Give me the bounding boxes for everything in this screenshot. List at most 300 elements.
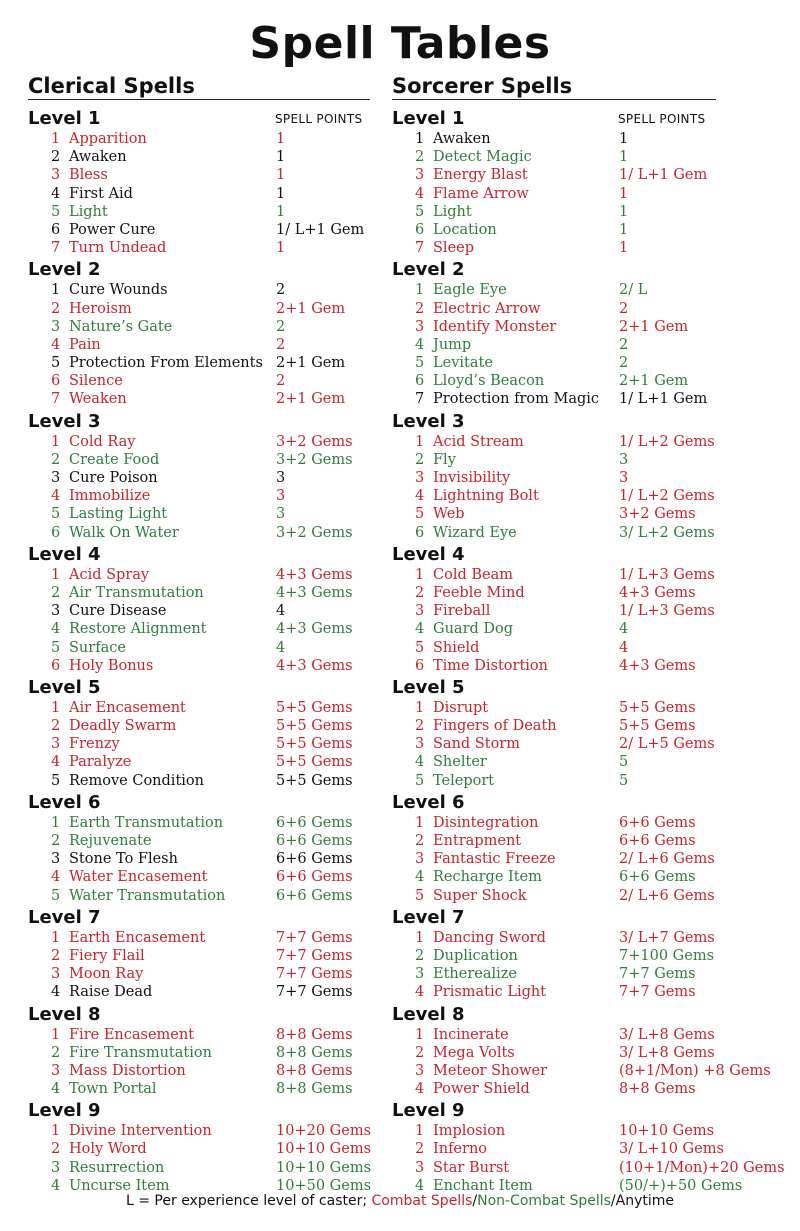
spell-number: 7 <box>51 240 61 257</box>
spell-number: 2 <box>415 833 425 849</box>
legend-combat: Combat Spells <box>371 1193 473 1209</box>
spell-number: 3 <box>51 851 61 868</box>
spell-number: 1 <box>51 929 61 946</box>
spell-row <box>392 166 778 184</box>
spell-row <box>28 281 370 299</box>
spell-name: Prismatic Light <box>433 984 547 1001</box>
spell-number: 4 <box>415 869 425 886</box>
spell-cost: 4+3 Gems <box>619 584 696 601</box>
spell-name: Jump <box>433 336 472 353</box>
spell-name: Light <box>433 203 472 220</box>
spell-name: Uncurse Item <box>69 1177 170 1194</box>
spell-name: Rejuvenate <box>69 833 152 849</box>
spell-cost: 2 <box>619 300 629 317</box>
spell-name: Bless <box>69 167 108 184</box>
spell-number: 4 <box>51 336 61 353</box>
spell-number: 1 <box>51 699 61 716</box>
spell-cost: 7+7 Gems <box>276 984 353 1001</box>
spell-cost: 1/ L+2 Gems <box>619 488 715 505</box>
spell-number: 2 <box>415 584 425 601</box>
spell-name: Eagle Eye <box>433 282 507 299</box>
level-title: Level 2 <box>392 259 465 281</box>
page-title: Spell Tables <box>249 18 551 69</box>
spell-name: Turn Undead <box>69 240 167 257</box>
spell-cost: 4+3 Gems <box>276 584 353 601</box>
spell-number: 7 <box>51 391 61 408</box>
spell-cost: 1 <box>276 131 286 147</box>
spell-row <box>28 657 370 675</box>
spell-row <box>28 372 370 390</box>
spell-number: 6 <box>51 657 61 674</box>
spell-number: 3 <box>51 318 61 335</box>
spell-cost: 8+8 Gems <box>276 1062 353 1079</box>
spell-cost: (10+1/Mon)+20 Gems <box>619 1159 785 1176</box>
spell-number: 4 <box>51 488 61 505</box>
spell-row <box>392 965 778 983</box>
spell-row <box>392 390 778 408</box>
spell-name: Raise Dead <box>69 984 153 1001</box>
spell-number: 4 <box>51 621 61 638</box>
spell-number: 5 <box>415 772 425 789</box>
spell-number: 4 <box>415 754 425 771</box>
spell-number: 2 <box>51 947 61 964</box>
spell-name: Awaken <box>69 149 127 166</box>
spell-number: 1 <box>51 282 61 299</box>
spell-row <box>392 1026 778 1044</box>
spell-name: Duplication <box>433 947 518 964</box>
spell-row <box>28 1080 370 1098</box>
spell-row <box>392 130 778 148</box>
spell-row <box>28 185 370 203</box>
spell-row <box>28 983 370 1001</box>
spell-row <box>28 947 370 965</box>
spell-number: 6 <box>415 373 425 390</box>
spell-number: 5 <box>51 203 61 220</box>
spell-name: Mass Distortion <box>69 1062 186 1079</box>
spell-row <box>28 524 370 542</box>
spell-number: 2 <box>51 833 61 849</box>
spell-row <box>28 850 370 868</box>
spell-name: Disintegration <box>433 814 539 831</box>
spell-row <box>28 451 370 469</box>
spell-cost: 6+6 Gems <box>276 887 353 904</box>
spell-row <box>28 336 370 354</box>
spell-name: Location <box>433 221 497 238</box>
spell-cost: 3 <box>276 470 286 486</box>
spell-name: Identify Monster <box>433 318 557 335</box>
spell-name: Recharge Item <box>433 869 542 886</box>
spell-number: 2 <box>415 300 425 317</box>
spell-row <box>392 1080 778 1098</box>
spell-name: Invisibility <box>433 470 511 486</box>
spell-cost: 5 <box>619 754 629 771</box>
spell-number: 1 <box>415 1026 425 1043</box>
spell-row <box>392 221 778 239</box>
spell-name: Star Burst <box>433 1159 510 1176</box>
spell-row <box>392 566 778 584</box>
spell-row <box>28 166 370 184</box>
spell-row <box>28 505 370 523</box>
spell-row <box>392 372 778 390</box>
spell-name: Detect Magic <box>433 149 532 166</box>
spell-name: Resurrection <box>69 1159 165 1176</box>
spell-row <box>392 185 778 203</box>
spell-row <box>28 753 370 771</box>
spell-name: Cure Disease <box>69 603 167 620</box>
spell-cost: 8+8 Gems <box>276 1081 353 1098</box>
spell-name: Etherealize <box>433 966 517 983</box>
spell-number: 3 <box>51 1062 61 1079</box>
clerical-column <box>28 74 370 1195</box>
spell-number: 6 <box>415 221 425 238</box>
spell-number: 4 <box>51 1177 61 1194</box>
spell-name: Nature’s Gate <box>69 318 173 335</box>
spell-name: Air Transmutation <box>69 584 204 601</box>
spell-cost: 7+7 Gems <box>276 947 353 964</box>
spell-cost: 10+10 Gems <box>276 1159 372 1176</box>
spell-number: 5 <box>51 506 61 523</box>
spell-number: 3 <box>51 603 61 620</box>
level-heading <box>28 677 370 699</box>
spell-row <box>392 1159 785 1177</box>
spell-number: 3 <box>51 470 61 486</box>
spell-number: 1 <box>415 699 425 716</box>
spell-cost: 1/ L+1 Gem <box>619 167 708 184</box>
spell-name: Cure Poison <box>69 470 158 486</box>
spell-number: 3 <box>415 470 425 486</box>
spell-cost: 1/ L+1 Gem <box>619 391 708 408</box>
spell-number: 2 <box>51 584 61 601</box>
spell-cost: 8+8 Gems <box>276 1044 353 1061</box>
spell-cost: 3/ L+10 Gems <box>619 1141 724 1158</box>
spell-cost: 4+3 Gems <box>276 566 353 583</box>
level-title: Level 3 <box>392 410 465 432</box>
spell-number: 1 <box>51 566 61 583</box>
spell-cost: 3/ L+8 Gems <box>619 1044 715 1061</box>
spell-cost: 1 <box>276 240 286 257</box>
spell-row <box>28 487 370 505</box>
spell-number: 7 <box>415 240 425 257</box>
spell-row <box>28 735 370 753</box>
spell-cost: 5 <box>619 772 629 789</box>
spell-cost: 2/ L+6 Gems <box>619 887 715 904</box>
spell-number: 2 <box>51 1044 61 1061</box>
spell-row <box>28 1044 370 1062</box>
spell-name: Cure Wounds <box>69 282 168 299</box>
level-title: Level 9 <box>392 1100 465 1122</box>
spell-cost: 2/ L+6 Gems <box>619 851 715 868</box>
spell-name: Silence <box>69 373 123 390</box>
spell-name: Entrapment <box>433 833 522 849</box>
level-title: Level 7 <box>392 906 465 928</box>
legend-prefix: L = Per experience level of caster; <box>126 1193 372 1209</box>
spell-cost: 1 <box>619 149 629 166</box>
spell-row <box>28 354 370 372</box>
spell-name: Fingers of Death <box>433 718 557 735</box>
level-title: Level 8 <box>392 1003 465 1025</box>
spell-row <box>28 584 370 602</box>
spell-row <box>28 1159 370 1177</box>
spell-number: 4 <box>51 869 61 886</box>
spell-name: Earth Transmutation <box>69 814 224 831</box>
spell-row <box>392 868 778 886</box>
spell-row <box>392 947 778 965</box>
level-heading <box>28 1004 370 1026</box>
level-title: Level 1 <box>392 108 465 129</box>
spell-name: Protection from Magic <box>433 391 600 408</box>
spell-number: 6 <box>51 221 61 238</box>
spell-number: 2 <box>415 947 425 964</box>
spell-number: 2 <box>51 451 61 468</box>
spell-number: 3 <box>415 603 425 620</box>
spell-row <box>392 887 778 905</box>
spell-cost: 1 <box>276 167 286 184</box>
spell-cost: 1 <box>619 240 629 257</box>
spell-cost: 5+5 Gems <box>619 718 696 735</box>
spell-cost: 4 <box>619 621 629 638</box>
sorcerer-column <box>392 74 785 1195</box>
legend-sep: / <box>472 1193 478 1209</box>
spell-row <box>392 814 778 832</box>
spell-cost: 3+2 Gems <box>276 433 353 450</box>
level-heading <box>28 544 370 566</box>
spell-cost: 6+6 Gems <box>619 833 696 849</box>
spell-cost: 6+6 Gems <box>276 869 353 886</box>
spell-cost: 10+50 Gems <box>276 1177 372 1194</box>
spell-cost: 10+10 Gems <box>619 1123 715 1140</box>
spell-cost: 1 <box>276 203 286 220</box>
spell-cost: 3/ L+2 Gems <box>619 524 715 541</box>
spell-cost: 6+6 Gems <box>619 814 696 831</box>
spell-name: Create Food <box>69 451 160 468</box>
spell-number: 1 <box>51 1123 61 1140</box>
spell-name: Lasting Light <box>69 506 168 523</box>
level-title: Level 6 <box>392 791 465 813</box>
level-title: Level 5 <box>28 676 101 698</box>
spell-cost: 2+1 Gem <box>276 355 346 372</box>
spell-name: Air Encasement <box>69 699 186 716</box>
spell-number: 5 <box>415 887 425 904</box>
spell-cost: 1 <box>619 203 629 220</box>
spell-cost: 5+5 Gems <box>276 754 353 771</box>
legend-sep: / <box>610 1193 616 1209</box>
spell-cost: 2+1 Gem <box>276 300 346 317</box>
spell-cost: (8+1/Mon) +8 Gems <box>619 1062 771 1079</box>
level-title: Level 9 <box>28 1100 101 1122</box>
spell-row <box>28 772 370 790</box>
spell-row <box>28 148 370 166</box>
spell-row <box>392 318 778 336</box>
spell-row <box>392 148 778 166</box>
spell-row <box>392 354 778 372</box>
spell-name: Power Shield <box>433 1081 530 1098</box>
spell-row <box>28 318 370 336</box>
spell-name: Shelter <box>433 754 487 771</box>
spell-number: 4 <box>415 336 425 353</box>
spell-cost: 1/ L+2 Gems <box>619 433 715 450</box>
spell-name: Walk On Water <box>69 524 179 541</box>
spell-cost: 8+8 Gems <box>619 1081 696 1098</box>
spell-number: 2 <box>51 718 61 735</box>
spell-number: 4 <box>51 185 61 202</box>
spell-name: Awaken <box>433 131 491 147</box>
spell-name: Super Shock <box>433 887 527 904</box>
spell-row <box>392 772 778 790</box>
spell-name: Lightning Bolt <box>433 488 539 505</box>
spell-name: Water Transmutation <box>69 887 226 904</box>
level-title: Level 4 <box>392 543 465 565</box>
spell-name: Pain <box>69 336 101 353</box>
spell-number: 4 <box>415 1081 425 1098</box>
spell-number: 1 <box>415 131 425 147</box>
spell-name: Mega Volts <box>433 1044 515 1061</box>
spell-number: 5 <box>415 203 425 220</box>
spell-row <box>28 203 370 221</box>
legend-anytime: Anytime <box>615 1193 674 1209</box>
spell-row <box>28 1122 370 1140</box>
level-heading <box>392 259 778 281</box>
spell-cost: 3 <box>619 470 629 486</box>
spell-row <box>392 983 778 1001</box>
spell-number: 5 <box>51 887 61 904</box>
spell-cost: 1 <box>276 149 286 166</box>
spell-cost: 7+7 Gems <box>276 966 353 983</box>
spell-row <box>28 965 370 983</box>
level-title: Level 1 <box>28 108 101 129</box>
spell-row <box>392 1062 778 1080</box>
level-heading <box>392 411 778 433</box>
spell-number: 4 <box>51 754 61 771</box>
spell-number: 4 <box>51 984 61 1001</box>
spell-cost: 5+5 Gems <box>619 699 696 716</box>
spell-cost: 1 <box>619 185 629 202</box>
spell-name: Web <box>433 506 465 523</box>
spell-row <box>28 433 370 451</box>
spell-cost: 2 <box>276 373 286 390</box>
spell-row <box>392 239 778 257</box>
spell-cost: (50/+)+50 Gems <box>619 1177 743 1194</box>
spell-number: 3 <box>51 1159 61 1176</box>
spell-cost: 1 <box>619 221 629 238</box>
spell-name: Fantastic Freeze <box>433 851 556 868</box>
spell-number: 2 <box>51 1141 61 1158</box>
spell-number: 6 <box>51 373 61 390</box>
spell-cost: 1/ L+3 Gems <box>619 566 715 583</box>
spell-name: Electric Arrow <box>433 300 541 317</box>
spell-number: 1 <box>51 131 61 147</box>
spell-row <box>28 887 370 905</box>
spell-number: 7 <box>415 391 425 408</box>
spell-number: 6 <box>51 524 61 541</box>
level-title: Level 4 <box>28 543 101 565</box>
spell-row <box>392 300 778 318</box>
spell-name: Inferno <box>433 1141 488 1158</box>
spell-name: Holy Word <box>69 1141 147 1158</box>
spell-cost: 7+7 Gems <box>276 929 353 946</box>
spell-name: Shield <box>433 639 480 656</box>
spell-row <box>392 433 778 451</box>
spell-cost: 7+7 Gems <box>619 984 696 1001</box>
spell-number: 2 <box>51 300 61 317</box>
spell-number: 4 <box>415 185 425 202</box>
spell-number: 3 <box>415 966 425 983</box>
spell-row <box>28 239 370 257</box>
spell-cost: 2+1 Gem <box>619 373 689 390</box>
spell-cost: 6+6 Gems <box>619 869 696 886</box>
spell-number: 5 <box>51 772 61 789</box>
spell-cost: 4+3 Gems <box>619 657 696 674</box>
spell-number: 1 <box>415 929 425 946</box>
spell-name: Levitate <box>433 355 493 372</box>
spell-row <box>392 929 778 947</box>
spell-row <box>28 832 370 850</box>
spell-number: 5 <box>415 506 425 523</box>
spell-cost: 5+5 Gems <box>276 736 353 753</box>
spell-cost: 3 <box>619 451 629 468</box>
spell-number: 3 <box>51 966 61 983</box>
spell-points-header: SPELL POINTS <box>275 112 363 126</box>
spell-number: 1 <box>51 433 61 450</box>
level-title: Level 3 <box>28 410 101 432</box>
spell-number: 4 <box>415 1177 425 1194</box>
level-heading <box>392 907 778 929</box>
spell-number: 3 <box>51 167 61 184</box>
spell-cost: 6+6 Gems <box>276 833 353 849</box>
column-heading: Sorcerer Spells <box>392 74 716 100</box>
spell-name: Acid Spray <box>69 566 150 583</box>
spell-number: 1 <box>415 282 425 299</box>
spell-number: 2 <box>415 451 425 468</box>
spell-number: 1 <box>415 814 425 831</box>
levels-container <box>28 108 370 1195</box>
spell-name: Surface <box>69 639 126 656</box>
spell-cost: 4 <box>276 639 286 656</box>
spell-name: Dancing Sword <box>433 929 546 946</box>
spell-name: Fire Encasement <box>69 1026 195 1043</box>
spell-row <box>28 300 370 318</box>
spell-number: 6 <box>415 524 425 541</box>
spell-cost: 2/ L <box>619 282 648 299</box>
spell-number: 1 <box>51 1026 61 1043</box>
spell-number: 1 <box>415 566 425 583</box>
spell-name: Apparition <box>69 131 147 147</box>
level-title: Level 6 <box>28 791 101 813</box>
spell-number: 5 <box>51 355 61 372</box>
spell-cost: 1 <box>619 131 629 147</box>
spell-row <box>28 566 370 584</box>
spell-row <box>28 1140 370 1158</box>
legend-noncombat: Non-Combat Spells <box>477 1193 611 1209</box>
levels-container <box>392 108 785 1195</box>
spell-row <box>28 699 370 717</box>
spell-name: Water Encasement <box>69 869 208 886</box>
spell-cost: 5+5 Gems <box>276 772 353 789</box>
spell-cost: 2/ L+5 Gems <box>619 736 715 753</box>
spell-row <box>28 602 370 620</box>
spell-name: Cold Beam <box>433 566 513 583</box>
level-title: Level 7 <box>28 906 101 928</box>
spell-row <box>392 469 778 487</box>
spell-row <box>28 469 370 487</box>
spell-number: 6 <box>415 657 425 674</box>
level-heading <box>28 792 370 814</box>
column-heading: Clerical Spells <box>28 74 370 100</box>
spell-row <box>392 1044 778 1062</box>
spell-name: Acid Stream <box>433 433 524 450</box>
spell-name: Fiery Flail <box>69 947 145 964</box>
spell-cost: 7+100 Gems <box>619 947 715 964</box>
spell-row <box>392 602 778 620</box>
